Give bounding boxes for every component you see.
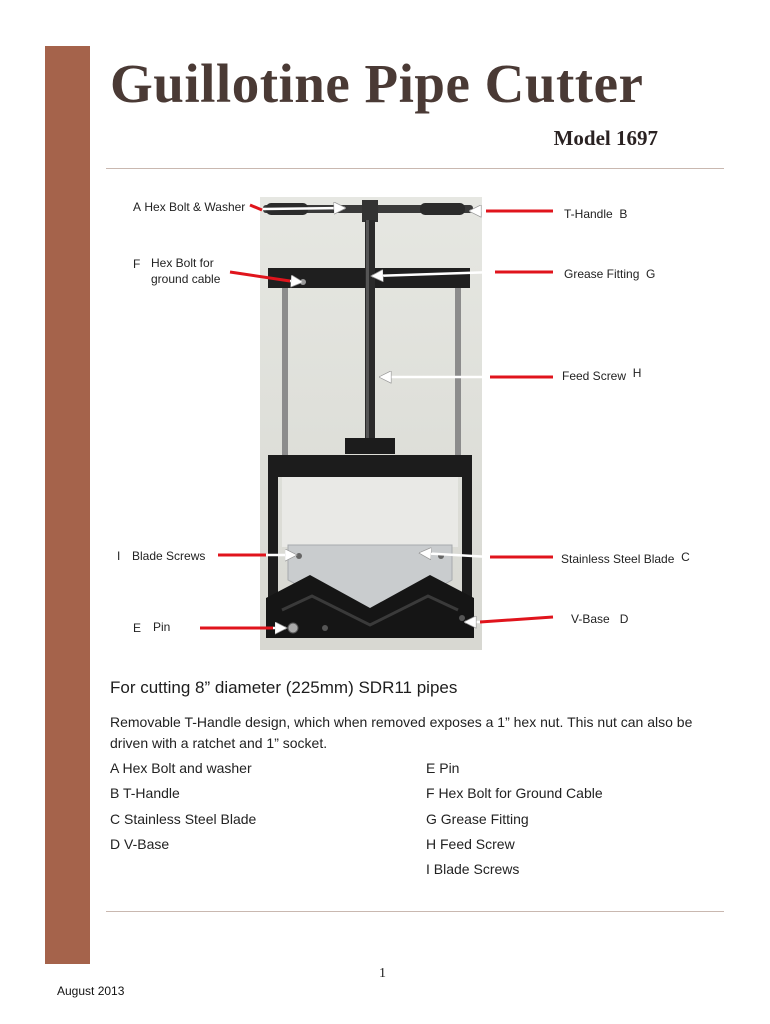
callout-line-d <box>480 617 553 622</box>
callout-a: A Hex Bolt & Washer <box>133 200 246 214</box>
parts-list-right <box>426 758 603 884</box>
callout-e-letter: E <box>133 621 142 635</box>
arrow-f <box>290 281 302 282</box>
callout-i-letter: I <box>117 549 121 563</box>
callout-b: T-Handle B <box>564 207 628 221</box>
callout-c: Stainless Steel Blade C <box>561 550 690 566</box>
description-paragraph: Removable T-Handle design, which when removed exposes a 1” hex nut. This nut can also be driven with a ratchet and 1” socket. <box>110 714 693 751</box>
page-number: 1 <box>379 966 386 981</box>
callout-f-letter: F <box>133 257 141 271</box>
parts-list-item: E Pin <box>426 760 460 776</box>
right-guide-rod <box>455 288 461 458</box>
parts-list-item: B T-Handle <box>110 785 180 802</box>
parts-list-left <box>110 758 256 859</box>
t-handle <box>263 200 473 222</box>
parts-list-item: F Hex Bolt for Ground Cable <box>426 785 603 802</box>
parts-list-item: I Blade Screws <box>426 861 520 878</box>
callout-line-a <box>250 205 262 210</box>
parts-list-item: H Feed Screw <box>426 835 515 852</box>
parts-list-item: C Stainless Steel Blade <box>110 810 257 827</box>
callout-f-line1: Hex Bolt for <box>151 256 214 270</box>
model-number: Model 1697 <box>553 126 658 150</box>
arrow-a <box>263 208 345 209</box>
page-title: Guillotine Pipe Cutter <box>110 53 644 114</box>
parts-list-item: A Hex Bolt and washer <box>110 760 252 776</box>
feed-screw <box>365 220 375 445</box>
callout-d: V-Base D <box>571 612 629 626</box>
callout-h: Feed Screw H <box>562 366 642 383</box>
left-guide-rod <box>282 288 288 458</box>
screw-nut-block <box>345 438 395 454</box>
callout-g: Grease Fitting G <box>564 267 656 281</box>
callout-f-line2: ground cable <box>151 272 221 286</box>
footer-date: August 2013 <box>57 984 125 998</box>
parts-list-item: D V-Base <box>110 835 170 852</box>
callout-i-text: Blade Screws <box>132 549 206 563</box>
section-heading: For cutting 8” diameter (225mm) SDR11 pipes <box>110 678 458 697</box>
parts-list-item: G Grease Fitting <box>426 810 529 827</box>
callout-e-text: Pin <box>153 620 171 634</box>
bottom-divider <box>106 911 724 912</box>
